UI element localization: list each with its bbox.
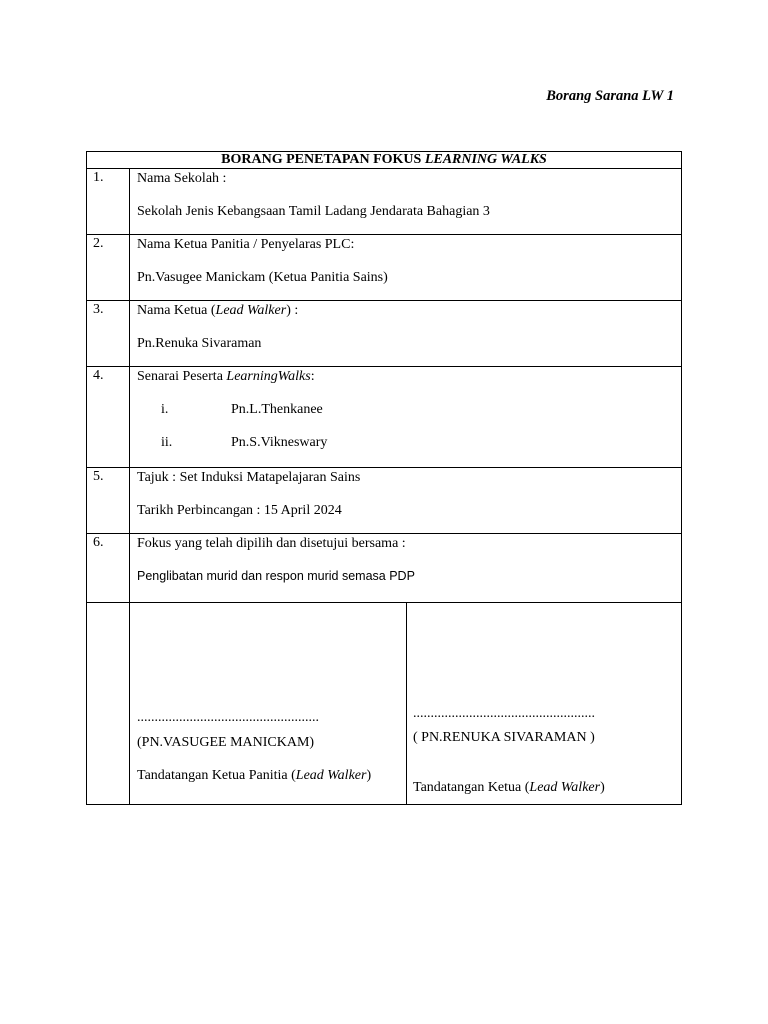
left-signature-line: .................................................... bbox=[137, 710, 319, 725]
school-name-label: Nama Sekolah : bbox=[137, 171, 227, 186]
right-signatory-role: Tandatangan Ketua (Lead Walker) bbox=[413, 780, 605, 795]
row-number: 6. bbox=[87, 534, 130, 602]
lead-walker-value: Pn.Renuka Sivaraman bbox=[137, 336, 262, 351]
right-signature-line: .................................................... bbox=[413, 706, 595, 721]
table-title bbox=[86, 151, 682, 169]
topic-text: Tajuk : Set Induksi Matapelajaran Sains bbox=[137, 470, 361, 485]
lead-walker-label: Nama Ketua (Lead Walker) : bbox=[137, 303, 299, 318]
table-title-italic: LEARNING WALKS bbox=[424, 152, 547, 167]
focus-value: Penglibatan murid dan respon murid semasa PDP bbox=[137, 569, 415, 583]
list-item: ii. Pn.S.Vikneswary bbox=[161, 435, 328, 450]
school-name-value: Sekolah Jenis Kebangsaan Tamil Ladang Jendarata Bahagian 3 bbox=[137, 204, 490, 219]
table-row-focus bbox=[86, 534, 682, 603]
panel-head-value: Pn.Vasugee Manickam (Ketua Panitia Sains) bbox=[137, 270, 388, 285]
list-item: i. Pn.L.Thenkanee bbox=[161, 402, 323, 417]
focus-form-table bbox=[86, 151, 682, 805]
signature-number-cell bbox=[87, 603, 130, 804]
table-row-lead-walker bbox=[86, 301, 682, 367]
participants-label: Senarai Peserta LearningWalks: bbox=[137, 369, 315, 384]
discussion-date: Tarikh Perbincangan : 15 April 2024 bbox=[137, 503, 342, 518]
table-title-main: BORANG PENETAPAN FOKUS bbox=[221, 152, 425, 167]
table-row-panel-head bbox=[86, 235, 682, 301]
left-signatory-role: Tandatangan Ketua Panitia (Lead Walker) bbox=[137, 768, 372, 783]
table-row-participants bbox=[86, 367, 682, 468]
signature-divider bbox=[406, 603, 407, 804]
focus-label: Fokus yang telah dipilih dan disetujui bersama : bbox=[137, 536, 406, 551]
table-row-topic bbox=[86, 468, 682, 534]
panel-head-label: Nama Ketua Panitia / Penyelaras PLC: bbox=[137, 237, 355, 252]
signature-row bbox=[86, 603, 682, 805]
row-number: 2. bbox=[87, 235, 130, 300]
form-code: Borang Sarana LW 1 bbox=[546, 88, 674, 104]
row-number: 5. bbox=[87, 468, 130, 533]
table-row-school bbox=[86, 169, 682, 235]
row-number: 3. bbox=[87, 301, 130, 366]
right-signatory-name: ( PN.RENUKA SIVARAMAN ) bbox=[413, 730, 595, 745]
row-number: 4. bbox=[87, 367, 130, 467]
row-number: 1. bbox=[87, 169, 130, 234]
left-signatory-name: (PN.VASUGEE MANICKAM) bbox=[137, 735, 315, 750]
